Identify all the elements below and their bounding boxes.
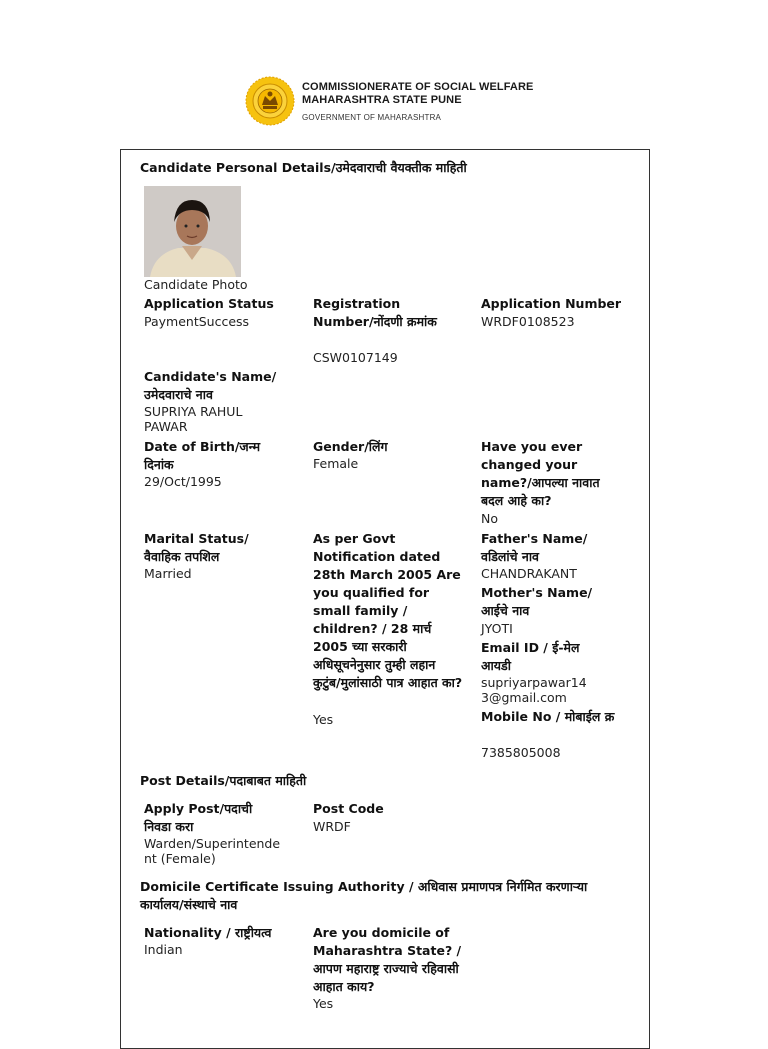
name-changed-label: Have you ever changed your name?/आपल्या नावात बदल आहे का? [481, 439, 600, 508]
nationality-label: Nationality / राष्ट्रीयत्व [144, 925, 272, 940]
application-status-label: Application Status [144, 296, 274, 311]
post-section-title: Post Details/पदाबाबत माहिती [140, 773, 307, 788]
org-name-line2: MAHARASHTRA STATE PUNE [302, 93, 462, 106]
mobile-label: Mobile No / मोबाईल क्र [481, 709, 615, 724]
father-name-label: Father's Name/ वडिलांचे नाव [481, 531, 588, 564]
registration-number-value: CSW0107149 [313, 350, 398, 365]
date-of-birth-label: Date of Birth/जन्म दिनांक [144, 439, 261, 472]
photo-caption: Candidate Photo [144, 277, 248, 292]
apply-post-label: Apply Post/पदाची निवडा करा [144, 801, 253, 834]
mother-name-label: Mother's Name/ आईचे नाव [481, 585, 593, 618]
small-family-value: Yes [313, 712, 334, 727]
maharashtra-seal-icon [245, 76, 295, 126]
domicile-section-title: Domicile Certificate Issuing Authority / अधिवास प्रमाणपत्र निर्गमित करणाऱ्या कार्यालय/संस्थाचे नाव [140, 879, 588, 912]
post-code-label: Post Code [313, 801, 384, 816]
marital-status-value: Married [144, 566, 192, 581]
government-label: GOVERNMENT OF MAHARASHTRA [302, 112, 442, 122]
nationality-value: Indian [144, 942, 183, 957]
domicile-question-value: Yes [313, 996, 334, 1011]
post-code-value: WRDF [313, 819, 351, 834]
application-card [120, 149, 650, 1049]
application-number-value: WRDF0108523 [481, 314, 575, 329]
page-header [245, 74, 533, 128]
personal-section-title: Candidate Personal Details/उमेदवाराची वैयक्तीक माहिती [140, 160, 467, 175]
apply-post-value: Warden/Superintendent (Female) [144, 836, 281, 866]
org-name-line1: COMMISSIONERATE OF SOCIAL WELFARE [302, 80, 534, 93]
candidate-photo [144, 186, 241, 277]
registration-number-label: Registration Number/नोंदणी क्रमांक [313, 296, 437, 329]
application-number-label: Application Number [481, 296, 622, 311]
gender-label: Gender/लिंग [313, 439, 388, 454]
application-status-value: PaymentSuccess [144, 314, 250, 329]
candidate-name-value: SUPRIYA RAHUL PAWAR [144, 404, 243, 434]
domicile-question-label: Are you domicile of Maharashtra State? / आपण महाराष्ट्र राज्याचे रहिवासी आहात काय? [313, 925, 462, 994]
mother-name-value: JYOTI [481, 621, 513, 636]
gender-value: Female [313, 456, 359, 471]
small-family-label: As per Govt Notification dated 28th March 2005 Are you qualified for small family / children? / 28 मार्च 2005 च्या सरकारी अधिसूचनेनुसार तुम्ही लहान कुटुंब/मुलांसाठी पात्र आहात का? [313, 531, 463, 690]
date-of-birth-value: 29/Oct/1995 [144, 474, 222, 489]
email-label: Email ID / ई-मेल आयडी [481, 640, 580, 673]
mobile-value: 7385805008 [481, 745, 561, 760]
name-changed-value: No [481, 511, 498, 526]
email-value: supriyarpawar143@gmail.com [481, 675, 587, 705]
marital-status-label: Marital Status/ वैवाहिक तपशिल [144, 531, 249, 564]
candidate-name-label: Candidate's Name/ उमेदवाराचे नाव [144, 369, 277, 402]
father-name-value: CHANDRAKANT [481, 566, 577, 581]
